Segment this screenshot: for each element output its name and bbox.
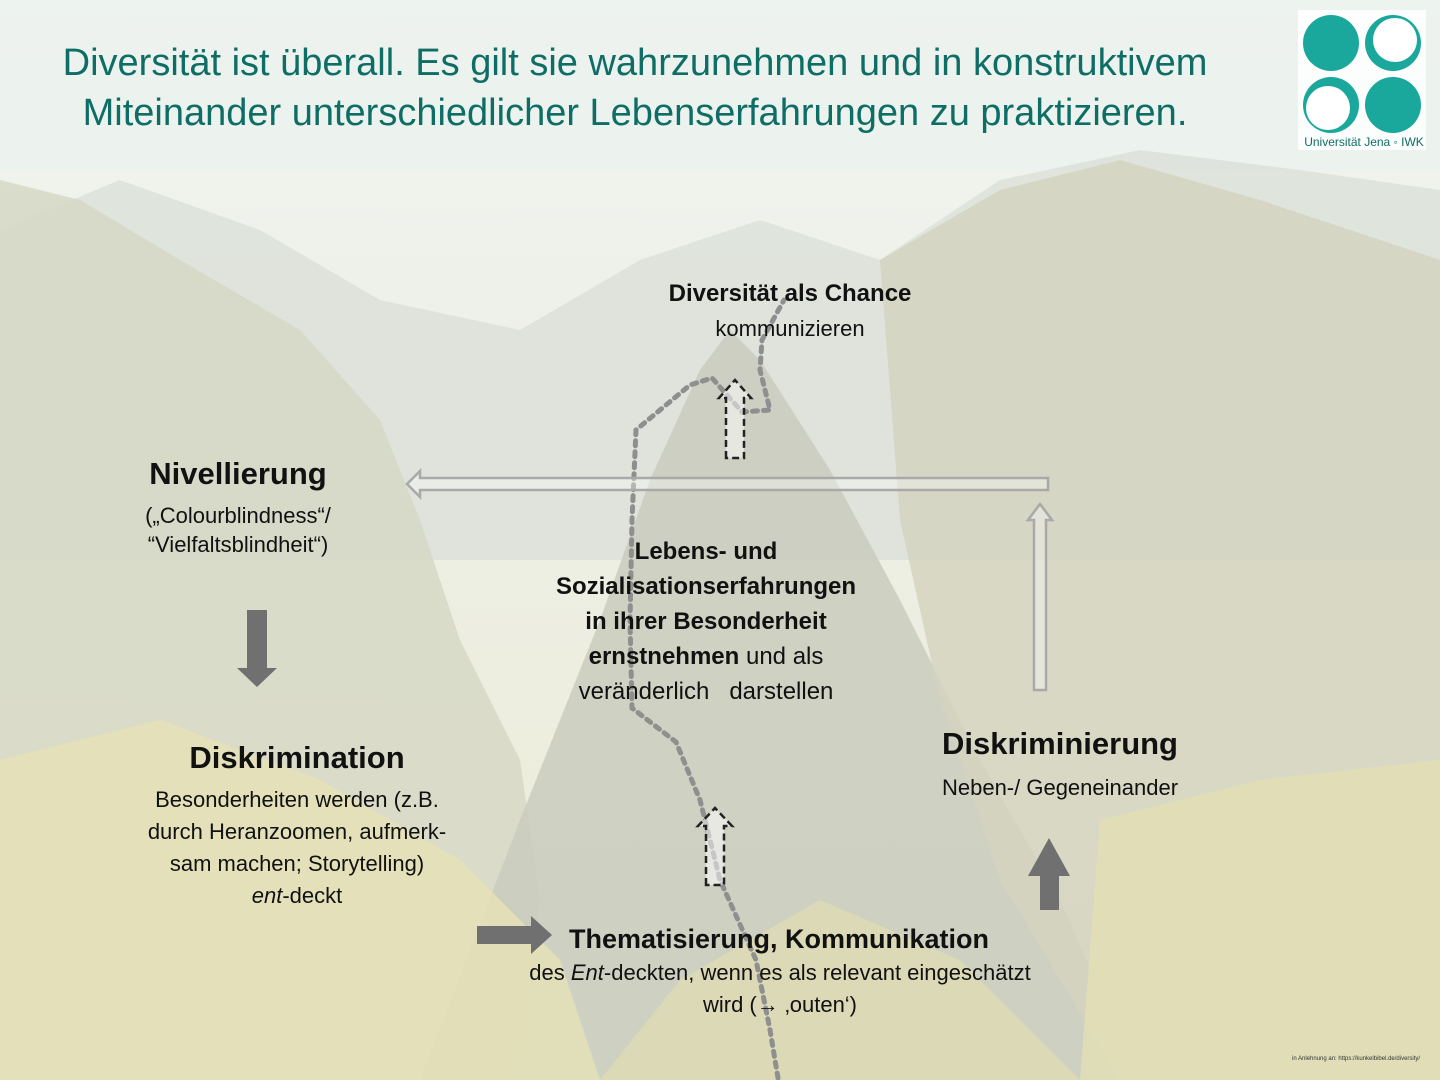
center-line4-rest: und als <box>739 643 824 670</box>
center-line2: Sozialisationserfahrungen <box>555 573 857 600</box>
thematisierung-line2: wird (→ ‚outen‘) <box>702 992 858 1018</box>
thematisierung-line1 <box>430 957 1130 989</box>
source-note: in Anlehnung an: https://kunkelbibel.de/diversity/ <box>1292 1056 1421 1062</box>
center-line3: in ihrer Besonderheit <box>585 608 827 635</box>
center-line4-bold: ernstnehmen <box>588 643 740 670</box>
diskrimination-title: Diskrimination <box>189 740 405 775</box>
diskrimination-line1: Besonderheiten werden (z.B. <box>155 787 439 813</box>
diskrimination-line2: durch Heranzoomen, aufmerk- <box>147 819 447 845</box>
title-line-2: Miteinander unterschiedlicher Lebenserfahrungen zu praktizieren. <box>82 92 1188 134</box>
thematisierung-body <box>430 957 1130 1021</box>
node-diskriminierung <box>900 724 1220 803</box>
logo-caption: Universität Jena ◦ IWK <box>1304 135 1424 149</box>
diskriminierung-title: Diskriminierung <box>942 726 1178 761</box>
diskrimination-line4-italic: ent <box>251 883 283 909</box>
university-logo <box>1298 10 1426 150</box>
diskrimination-body <box>110 784 484 912</box>
diskrimination-line4-rest: -deckt <box>282 883 343 909</box>
thematisierung-line1-pre: des <box>529 960 571 986</box>
node-thematisierung <box>480 922 1080 1021</box>
nivellierung-line1: („Colourblindness“/ <box>145 503 331 529</box>
center-line4 <box>506 639 906 674</box>
center-line5: veränderlich darstellen <box>578 678 834 705</box>
thematisierung-line1-post: -deckten, wenn es als relevant eingeschätzt <box>603 960 1031 986</box>
node-chance <box>590 278 990 344</box>
node-nivellierung <box>88 454 388 559</box>
nivellierung-line2: “Vielfaltsblindheit“) <box>147 531 329 557</box>
center-line1: Lebens- und <box>634 538 778 565</box>
node-diskrimination <box>110 738 484 912</box>
slide-title <box>20 38 1250 138</box>
diskrimination-line3: sam machen; Storytelling) <box>169 851 425 877</box>
thematisierung-line1-italic: Ent <box>570 960 604 986</box>
diskrimination-line4 <box>110 880 484 912</box>
chance-title: Diversität als Chance <box>668 280 912 307</box>
diskriminierung-text: Neben-/ Gegeneinander <box>941 775 1179 801</box>
title-line-1: Diversität ist überall. Es gilt sie wahrzunehmen und in konstruktivem <box>62 42 1208 84</box>
node-center <box>506 534 906 709</box>
thematisierung-title: Thematisierung, Kommunikation <box>568 924 990 954</box>
chance-text: kommunizieren <box>715 316 865 342</box>
nivellierung-title: Nivellierung <box>149 456 327 491</box>
